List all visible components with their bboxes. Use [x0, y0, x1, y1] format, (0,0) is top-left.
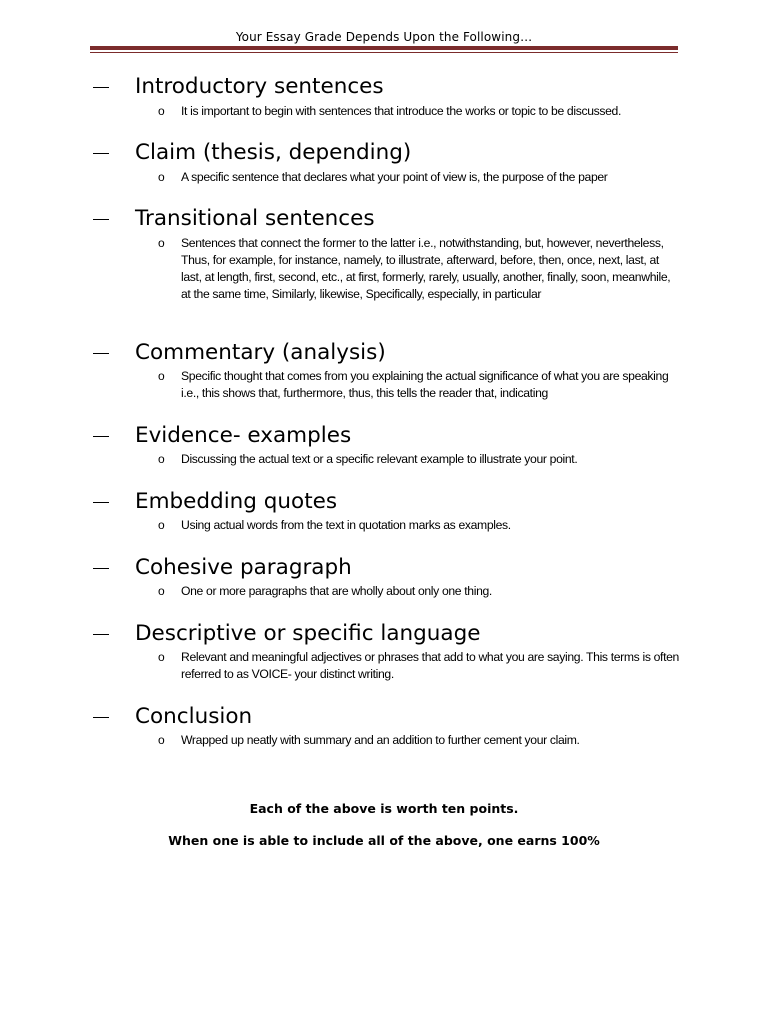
full-score-note: When one is able to include all of the above, one earns 100%: [168, 833, 600, 848]
circle-bullet-icon: o: [158, 584, 165, 598]
dash-bullet-icon: [93, 634, 109, 635]
circle-bullet-icon: o: [158, 518, 165, 532]
header-rule-thick: [90, 46, 678, 50]
header-rule-thin: [90, 52, 678, 53]
criterion-description: Specific thought that comes from you explaining the actual significance of what you are speaking i.e., this shows that, furthermore, thus, this tells the reader that, indicating: [181, 369, 669, 400]
dash-bullet-icon: [93, 219, 109, 220]
criterion-title: Cohesive paragraph: [135, 555, 352, 580]
criterion-description: Sentences that connect the former to the latter i.e., notwithstanding, but, however, nevertheless, Thus, for example, for instance, namely, to illustrate, afterward, before, then, once, next, last, at last, at length, first, second, etc., at first, formerly, rarely, usually, another, finally, soon, meanwhile, at the same time, Similarly, likewise, Specifically, especially, in particular: [181, 236, 671, 301]
criterion-description: Discussing the actual text or a specific relevant example to illustrate your point.: [181, 452, 578, 466]
dash-bullet-icon: [93, 568, 109, 569]
dash-bullet-icon: [93, 717, 109, 718]
points-note: Each of the above is worth ten points.: [249, 801, 519, 816]
document-header-title: Your Essay Grade Depends Upon the Following…: [235, 30, 533, 44]
circle-bullet-icon: o: [158, 650, 165, 664]
criterion-description: A specific sentence that declares what your point of view is, the purpose of the paper: [181, 170, 608, 184]
criterion-description: Relevant and meaningful adjectives or phrases that add to what you are saying. This terms is often referred to as VOICE- your distinct writing.: [181, 650, 679, 681]
criterion-title: Embedding quotes: [135, 489, 338, 514]
circle-bullet-icon: o: [158, 369, 165, 383]
dash-bullet-icon: [93, 436, 109, 437]
dash-bullet-icon: [93, 353, 109, 354]
criterion-title: Conclusion: [135, 704, 253, 729]
dash-bullet-icon: [93, 502, 109, 503]
criterion-description: Wrapped up neatly with summary and an addition to further cement your claim.: [181, 733, 580, 747]
dash-bullet-icon: [93, 153, 109, 154]
criterion-title: Commentary (analysis): [135, 340, 386, 365]
criterion-title: Descriptive or specific language: [135, 621, 481, 646]
criterion-title: Transitional sentences: [135, 206, 375, 231]
circle-bullet-icon: o: [158, 104, 165, 118]
criterion-description: One or more paragraphs that are wholly about only one thing.: [181, 584, 492, 598]
criterion-description: It is important to begin with sentences that introduce the works or topic to be discussed.: [181, 104, 621, 118]
criterion-title: Evidence- examples: [135, 423, 352, 448]
criterion-title: Claim (thesis, depending): [135, 140, 412, 165]
dash-bullet-icon: [93, 87, 109, 88]
criterion-title: Introductory sentences: [135, 74, 384, 99]
circle-bullet-icon: o: [158, 452, 165, 466]
circle-bullet-icon: o: [158, 236, 165, 250]
circle-bullet-icon: o: [158, 170, 165, 184]
circle-bullet-icon: o: [158, 733, 165, 747]
criterion-description: Using actual words from the text in quotation marks as examples.: [181, 518, 511, 532]
